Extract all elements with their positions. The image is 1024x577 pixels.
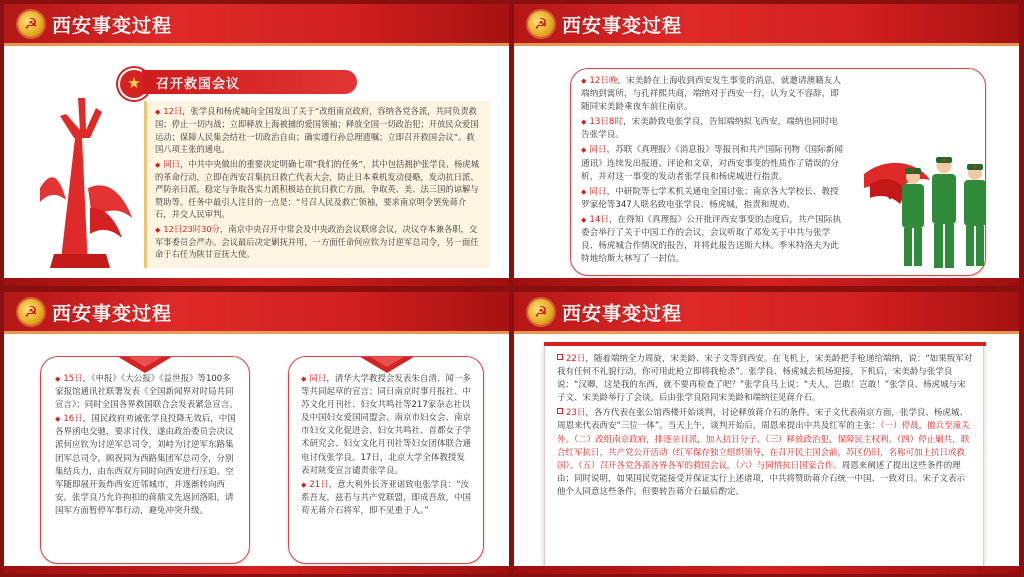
party-emblem-icon: ☭	[528, 299, 554, 325]
paragraph-text: ，清华大学教授会发表朱自清、闻一多等共同起草的宣言；同日南京时事月报社、中苏文化月刊社、妇女共鸣社等217家杂志社以及中国妇女爱国同盟会、南京市妇女会、南京市妇女文化促进会、妇女共鸣社、首都女子学术研究会、妇女文化月刊社等妇女团体联合通电讨伐张学良。17日，北京大学全体教授发表对陕变宣言谴责张学良。	[301, 374, 472, 476]
party-emblem-icon: ☭	[18, 299, 44, 325]
paragraph	[557, 353, 973, 405]
footer-bar	[514, 566, 1019, 574]
diamond-bullet-icon: ◆	[55, 375, 61, 383]
date-label: 23日	[566, 408, 586, 419]
slide-4	[514, 292, 1019, 574]
paragraph-text: ，随着端纳全力周旋，宋美龄、宋子文等到西安。在飞机上，宋美龄把手枪递给端纳，说：“如果叛军对我有任何不礼貌行动，你可用此枪立即将我枪杀”。张学良、杨虎城去机场迎接，下机后，宋美龄与张学良说：“汉卿，这是我的东西，就不要再检查了吧？”张学良马上说：“夫人，岂敢！岂敢！”张学良、杨虎城与宋子文、宋美龄举行了会谈。后由张学良陪同宋美龄和端纳往见蒋介石。	[557, 354, 973, 404]
paragraph	[155, 105, 482, 156]
footer-bar	[514, 278, 1019, 286]
paragraph	[55, 373, 239, 412]
paragraph	[581, 214, 843, 266]
paragraph	[557, 407, 973, 499]
date-label: 同日	[589, 186, 607, 197]
monument-flag-icon	[30, 68, 140, 278]
diamond-bullet-icon: ◆	[301, 480, 307, 489]
paragraph	[55, 413, 239, 518]
slide-3	[4, 292, 509, 574]
paragraph-text: ，张学良和杨虎城向全国发出了关于“改组南京政府，容纳各党各派，共同负责救国；停止一切内战；立即释放上海被捕的爱国领袖；释放全国一切政治犯；开放民众爱国运动；保障人民集会结社一切政治自由；确实遵行孙总理遗嘱；立即召开救国会议”。救国八项主张的通电。	[155, 106, 479, 155]
square-bullet-icon	[557, 408, 563, 414]
paragraph-text: ，国民政府劝诫张学良投降无效后，中国各界函电交驰，要求讨伐，遂由政治委员会决议派何应钦为讨逆军总司令，刘峙为讨逆军东路集团军总司令，顾祝同为西路集团军总司令，分别集结兵力，由东西双方同时向西安进行压迫。空军随即展开轰炸西安近邻城市，并逐渐转向西安。张学良乃允许拘扣的蒋鼎文先返回洛阳，请国军方面暂停军事行动，避免冲突升级。	[55, 414, 236, 516]
diamond-bullet-icon: ◆	[581, 215, 587, 224]
date-label: 12日晚	[589, 76, 618, 86]
slide-2	[514, 4, 1019, 286]
paragraph	[155, 158, 482, 221]
diamond-bullet-icon: ◆	[581, 118, 587, 127]
paragraph-text: ，各方代表在张公馆西楼开始谈判，讨论释放蒋介石的条件。宋子文代表南京方面，张学良、杨虎城、周恩来代表西安“三位一体”。当天上午，谈判开始后，周恩来提出中共及红军的主张：	[557, 408, 968, 432]
demands-text: （一）停战，撤兵至潼关外。（二）改组南京政府，排逐亲日派，加入抗日分子。（三）释放政治犯，保障民主权利。（四）停止剿共，联合红军抗日，共产党公开活动（红军保存独立组织领导，在召开民主国会前，苏区仍旧，名称可加上抗日或救国）。（五）召开各党各派各界各军的救国会议。（六）与同情抗日国家合作。	[557, 421, 970, 471]
paragraph-text: ，意大利外长齐亚诺致电张学良：“汝系吾友，兹若与共产党联盟，即成吾敌，中国苟无蒋介石将军，即不见重于人。”	[301, 479, 472, 516]
paragraph-text: ，中研院等七学术机关通电全国讨张；南京各大学校长、教授罗家伦等347人联名致电张学良、杨虎城，指责和规劝。	[581, 186, 839, 210]
slide-1	[4, 4, 509, 286]
footer-bar	[4, 566, 509, 574]
paragraph	[581, 116, 843, 142]
paragraph-text: ，南京中央召开中常会及中央政治会议联席会议，决议夺本兼各职，交军事委员会严办。会议最后决定剿抚并用，一方面任命何应钦为讨逆军总司令，另一面任命于右任为陕甘宣抚大使。	[155, 223, 479, 260]
date-label: 22日	[566, 354, 586, 364]
paragraph-text: ，《申报》《大公报》《益世报》等100多家报馆通讯社联署发表《全国新闻界对时局共同宣言》；同时全国各界救国联合会发表紧急宣言。	[55, 374, 238, 411]
diamond-bullet-icon: ◆	[301, 375, 307, 383]
date-label: 同日	[589, 145, 607, 156]
paragraph	[155, 223, 482, 261]
date-label: 12日	[163, 106, 183, 116]
paragraph-text: ，宋美龄在上海收到西安发生事变的消息，就邀请澳籍友人端纳到寓所，与孔祥熙共商，端纳对于西安一行，认为义不容辞，即随同宋美龄乘夜车前往南京。	[581, 76, 841, 113]
square-bullet-icon	[557, 354, 563, 360]
soldiers-with-flag-icon	[860, 144, 1000, 272]
ribbon-decoration-icon	[115, 356, 175, 377]
paragraph	[581, 75, 843, 114]
paragraph-text-after: 周恩来阐述了提出这些条件的理由；同时说明，如果国民党能接受并保证实行上述诸项，中共将赞助蒋介石统一中国、一致对日。宋子文表示他个人同意这些条件，但要转告蒋介石最后酌定。	[557, 460, 966, 497]
date-label: 21日	[309, 479, 329, 490]
party-emblem-icon: ☭	[18, 11, 44, 37]
paragraph	[581, 144, 843, 183]
date-label: 同日	[163, 158, 180, 169]
slide-title: 西安事变过程	[562, 303, 683, 325]
date-label: 同日	[309, 374, 327, 384]
content-card-left	[40, 356, 250, 564]
paragraph-text: ，在得知《真理报》公开批评西安事变的态度后，共产国际执委会举行了关于中国工作的会议，会议听取了邓发关于中共与张学良、杨虎城合作情况的报告，并将此报告送斯大林。季米特洛夫为此特地给斯大林写了一封信。	[581, 214, 841, 265]
slide-title: 西安事变过程	[562, 15, 683, 37]
ribbon-decoration-icon	[357, 356, 417, 377]
party-emblem-icon: ☭	[528, 11, 554, 37]
section-star-icon: ★	[118, 68, 150, 100]
diamond-bullet-icon: ◆	[581, 146, 587, 155]
paragraph-text: ，苏联《真理报》《消息报》等报刊和共产国际刊物《国际新闻通讯》连续发出报道、评论和文章，对西安事变的性质作了错误的分析，并对这一事变的发动者张学良和杨虎城进行指责。	[581, 145, 843, 182]
date-label: 14日	[589, 214, 609, 225]
card-accent-line	[544, 342, 986, 346]
footer-bar	[4, 278, 509, 286]
section-title: 召开救国会议	[156, 77, 241, 92]
date-label: 15日	[63, 374, 83, 384]
diamond-bullet-icon: ◆	[55, 415, 61, 424]
content-panel	[144, 101, 490, 268]
date-label: 13日8时	[589, 117, 623, 128]
paragraph	[581, 186, 843, 212]
paragraph	[301, 479, 473, 518]
diamond-bullet-icon: ◆	[155, 160, 161, 169]
date-label: 16日	[63, 414, 83, 425]
slide-title: 西安事变过程	[52, 303, 173, 325]
diamond-bullet-icon: ◆	[581, 77, 587, 85]
diamond-bullet-icon: ◆	[581, 187, 587, 196]
date-label: 12日23时30分	[163, 223, 220, 234]
diamond-bullet-icon: ◆	[155, 108, 161, 116]
content-card	[544, 344, 984, 568]
paragraph-text: ，宋美龄致电张学良，告知端纳拟飞西安，端纳也同时电告张学良。	[581, 117, 838, 141]
diamond-bullet-icon: ◆	[155, 225, 161, 234]
paragraph-text: ，中共中央做出的重要决定明确七项“我们的任务”，其中包括拥护张学良、杨虎城的革命行动，立即在西安召集抗日救亡代表大会，防止日本乘机发动侵略，发动抗日派、严防亲日派，稳定与争取各实力派积极站在抗日救亡方面，争取英、美、法三国的谅解与赞助等。任务中最引人注目的一点是：“号召人民及救亡领袖，要求南京明令罢免蒋介石，并交人民审判。	[155, 158, 479, 220]
paragraph	[301, 373, 473, 478]
text-column	[581, 75, 843, 266]
slide-title: 西安事变过程	[52, 15, 173, 37]
content-card-right	[288, 356, 484, 564]
